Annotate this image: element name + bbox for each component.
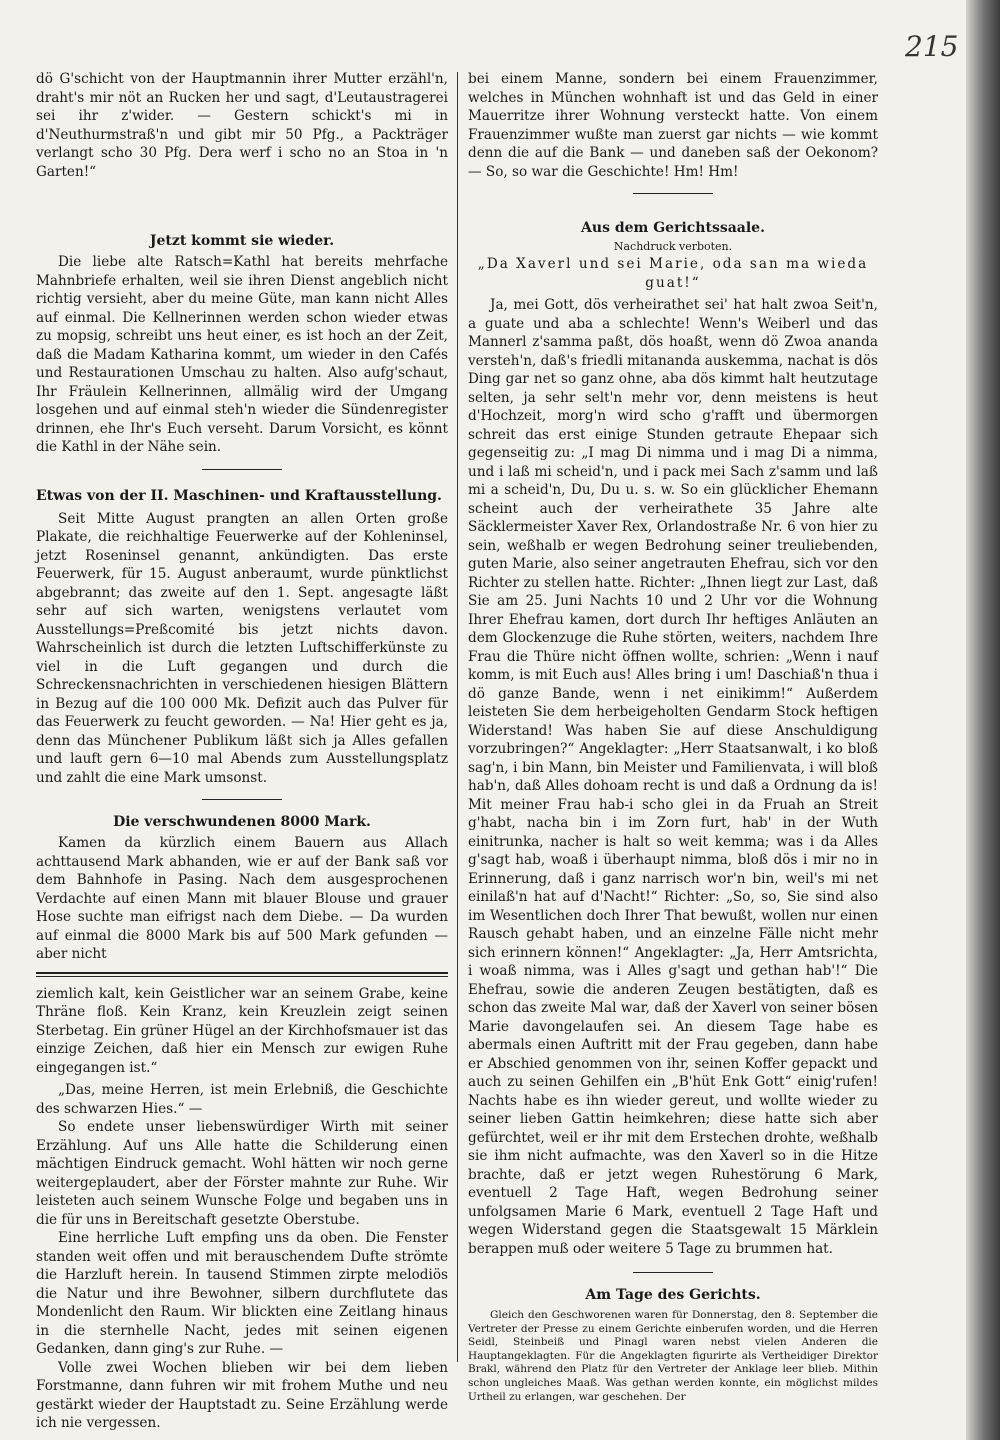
left-column [36,70,448,1433]
page-number: 215 [905,30,959,63]
feuilleton-paragraph: „Das, meine Herren, ist mein Erlebniß, die Geschichte des schwarzen Hies.“ — [36,1082,448,1117]
article-gerichtssaale: Ja, mei Gott, dös verheirathet sei' hat halt zwoa Seit'n, a guate und aba a schlechte! Wenn's Weiberl und das Mannerl z'samma paßt, dös hoaßt, wenn dö Zwoa ananda versteh'n, daß's friedli mitananda auskemma, nachat is dös Ding gar net so ganz ohne, aba dös kimmt halt heutzutage selten, ja sehr selt'n mehr vor, denn meistens is heut d'Hochzeit, morg'n wird scho g'rafft und übermorgen schreit das erst einige Stunden getraute Ehepaar sich gegenseitig zu: „I mag Di nimma und i mag Di a nimma, und i laß mi scheid'n, und i pack mei Sach z'samm und laß mi a scheid'n, Du, Du u. s. w. So ein glücklicher Ehemann scheint auch der verheirathete 35 Jahre alte Säcklermeister Xaver Rex, Orlandostraße Nr. 6 von hier zu sein, weßhalb er wegen Bedrohung seiner treuliebenden, guten Marie, also seiner angetrauten Ehefrau, sich vor den Richter zu stellen hatte. Richter: „Ihnen liegt zur Last, daß Sie am 25. Juni Nachts 10 und 2 Uhr vor die Wohnung Ihrer Ehefrau kamen, dort durch Ihr heftiges Anläuten an dem Glockenzuge die Ruhe störten, weiters, nachdem Ihre Frau die Thüre nicht öffnen wollte, schrien: „Wenn i nauf komm, is mit Euch aus! Alles bring i um! Daschiaß'n thua i dö ganze Bande, wenn i net einikimm!“ Außerdem leisteten Sie dem herbeigeholten Gendarm Stock heftigen Widerstand! Was haben Sie auf diese Anschuldigung vorzubringen?“ Angeklagter: „Herr Staatsanwalt, i ko bloß sag'n, i bin Mann, bin Meister und Familienvata, i will bloß hab'n, daß Alles dohoam recht is und daß a Ordnung da is! Mit meiner Frau hab-i scho glei in da Fruah an Streit g'habt, nacha bin i im Zorn furt, hab' in der Wuth einitrunka, nacher is halt so weit kemma; was i da Alles g'sagt hab, woaß i überhaupt nimma, bloß dös i mir no in Erinnerung, daß i ganz narrisch wor'n bin, weil's mi net einilaß'n hat auf d'Nacht!“ Richter: „So, so, Sie sind also im Wesentlichen doch Ihrer That bewußt, wollen nur einen Rausch gehabt haben, und an einzelne Fälle nicht mehr sich erinnern können!“ Angeklagter: „Ja, Herr Amtsrichta, i woaß nimma, was i Alles g'sagt und gethan hab'!“ Die Ehefrau, sowie die anderen Zeugen bestätigten, daß es schon das zweite Mal war, daß der Xaverl von seiner bösen Marie davongelaufen sei. An diesem Tage habe es abermals einen Auftritt mit der Frau gegeben, dann habe er Abschied genommen von ihr, seinen Koffer gepackt und auch zu seinen Gehilfen ein „B'hüt Enk Gott“ einig'rufen! Nachts habe es ihn wieder gereut, und wollte wieder zu seiner lieben Gattin heimkehren; diese hatte sich aber gefürchtet, weil er ihr mit dem Erstechen drohte, weßhalb sie ihm nicht aufmachte, was den Xaverl so in die Hitze brachte, daß er jetzt wegen Ruhestörung 6 Mark, eventuell 2 Tage Haft, wegen Bedrohung seiner unfolgsamen Marie 6 Mark, eventuell 2 Tage Haft und wegen Widerstand gegen die Staatsgewalt 15 Märklein berappen muß oder weitere 5 Tage zu brummen hat. [468,297,878,1257]
article-verschwundene-mark: Kamen da kürzlich einem Bauern aus Allach achttausend Mark abhanden, wie er auf der Bank saß vor dem Bahnhofe in Pasing. Nach dem ausgesprochenen Verdachte auf einen Mann mit blauer Blouse und grauer Hose suchte man eifrigst nach dem Diebe. — Da wurden auf einmal die 8000 Mark bis auf 500 Mark gefunden — aber nicht [36,835,448,962]
article-subtitle-quote: „Da Xaverl und sei Marie, oda san ma wieda guat!“ [477,256,869,291]
heading-jetzt-kommt-sie-wieder: Jetzt kommt sie wieder. [149,233,335,249]
feuilleton-paragraph: Volle zwei Wochen blieben wir bei dem lieben Forstmanne, dann fuhren wir mit frohem Muthe und neu gestärkt wieder der Hauptstadt zu. Seine Erzählung werde ich nie vergessen. [36,1359,448,1431]
reprint-notice: Nachdruck verboten. [613,240,733,253]
article-jetzt-kommt-sie-wieder: Die liebe alte Ratsch=Kathl hat bereits mehrfache Mahnbriefe erhalten, weil sie ihren Dienst angeblich nicht richtig versieht, aber du meine Güte, man kann nicht Alles auf einmal. Die Kellnerinnen werden schon wieder etwas zu mopsig, schreibt uns heut einer, es ist hoch an der Zeit, daß die Madam Katharina kommt, um wieder in den Cafés und Restaurationen Umschau zu halten. Also aufg'schaut, Ihr Fräulein Kellnerinnen, allmälig wird der Umgang losgehen und auf einmal steh'n wieder die Sündenregister drinnen, ehe Ihr's Euch verseht. Darum Vorsicht, es könnt die Kathl in der Nähe sein. [36,254,448,455]
article-maschinenausstellung: Seit Mitte August prangten an allen Orten große Plakate, die reichhaltige Feuerwerke auf der Kohleninsel, jetzt Roseninsel genannt, ankündigten. Das erste Feuerwerk, für 15. August anberaumt, wurde pünktlichst abgebrannt; das zweite auf den 1. Sept. angesagte läßt sehr auf sich warten, wenigstens verlautet vom Ausstellungs=Preßcomité bis jetzt nichts davon. Wahrscheinlich ist durch die letzten Luftschifferkünste zu viel in die Luft gegangen und durch die Schreckensnachrichten in verschiedenen hiesigen Blättern in Bezug auf die 100 000 Mk. Defizit auch das Pulver für das Feuerwerk zu feucht geworden. — Na! Hier geht es ja, denn das Münchener Publikum läßt sich ja Alles gefallen und lauft gern 6—10 mal Abends zum Ausstellungsplatz und zahlt die eine Mark umsonst. [36,510,448,786]
section-rule [202,799,282,800]
feuilleton-paragraph: Eine herrliche Luft empfing uns da oben. Die Fenster standen weit offen und mit berauschendem Dufte strömte die Harzluft herein. In tausend Stimmen zirpte melodiös die Natur und ihre Bewohner, silbern durchflutete das Mondenlicht den Raum. Wir blickten eine Zeitlang hinaus in die sternhelle Nacht, jedes mit seinen eigenen Gedanken, dann ging's zur Ruhe. — [36,1230,448,1357]
feuilleton-paragraph: ziemlich kalt, kein Geistlicher war an seinem Grabe, keine Thräne floß. Kein Kranz, kein Kreuzlein zeigt seinen Sterbetag. Ein grüner Hügel an der Kirchhofsmauer ist das einzige Zeichen, daß hier ein Mensch zur ewigen Ruhe eingegangen ist.“ [36,985,448,1076]
feuilleton-separator [36,972,448,977]
feuilleton-paragraph: So endete unser liebenswürdiger Wirth mit seiner Erzählung. Auf uns Alle hatte die Schilderung einen mächtigen Eindruck gemacht. Wohl hätten wir noch gerne weitergeplaudert, aber der Förster mahnte zur Ruhe. Wir leisteten auch seinem Wunsche Folge und begaben uns in die für uns in Bereitschaft gesetzte Oberstube. [36,1119,448,1228]
heading-am-tage-des-gerichts: Am Tage des Gerichts. [585,1287,761,1303]
heading-gerichtssaale: Aus dem Gerichtssaale. [581,220,765,236]
section-rule [633,193,713,194]
section-rule [202,469,282,470]
heading-maschinenausstellung: Etwas von der II. Maschinen- und Kraftausstellung. [36,487,442,504]
right-intro: bei einem Manne, sondern bei einem Frauenzimmer, welches in München wohnhaft ist und das Geld in einer Mauerritze ihrer Wohnung versteckt hatte. Von einem Frauenzimmer wußte man zuerst gar nichts — wie kommt denn die auf die Bank — und daneben saß der Oekonom? — So, so war die Geschichte! Hm! Hm! [468,71,878,180]
left-intro: dö G'schicht von der Hauptmannin ihrer Mutter erzähl'n, draht's mir nöt an Rucken her und sagt, d'Leutaustragerei sei ihr z'wider. — Gestern schickt's mi in d'Neuthurmstraß'n und gibt mir 50 Pfg., a Packträger verlangt scho 30 Pfg. Dera werf i scho no an Stoa in 'n Garten!“ [36,71,448,180]
scan-edge-shadow [966,0,1000,1440]
column-divider [457,72,458,1362]
right-column [468,70,878,1404]
article-am-tage-des-gerichts: Gleich den Geschworenen waren für Donnerstag, den 8. September die Vertreter der Presse zu einem Gerichte einberufen worden, und die Herren Seidl, Steinbeiß und Pinagl waren nebst vielen Anderen die Hauptangeklagten. Für die Angeklagten figurirte als Vertheidiger Direktor Brakl, während den Platz für den Vertreter der Anklage leer blieb. Mithin schon ungleiches Maaß. Was gethan werden konnte, ein möglichst mildes Urtheil zu erlangen, war geschehen. Der [468,1309,878,1403]
heading-verschwundene-mark: Die verschwundenen 8000 Mark. [113,814,371,830]
section-rule [633,1272,713,1273]
